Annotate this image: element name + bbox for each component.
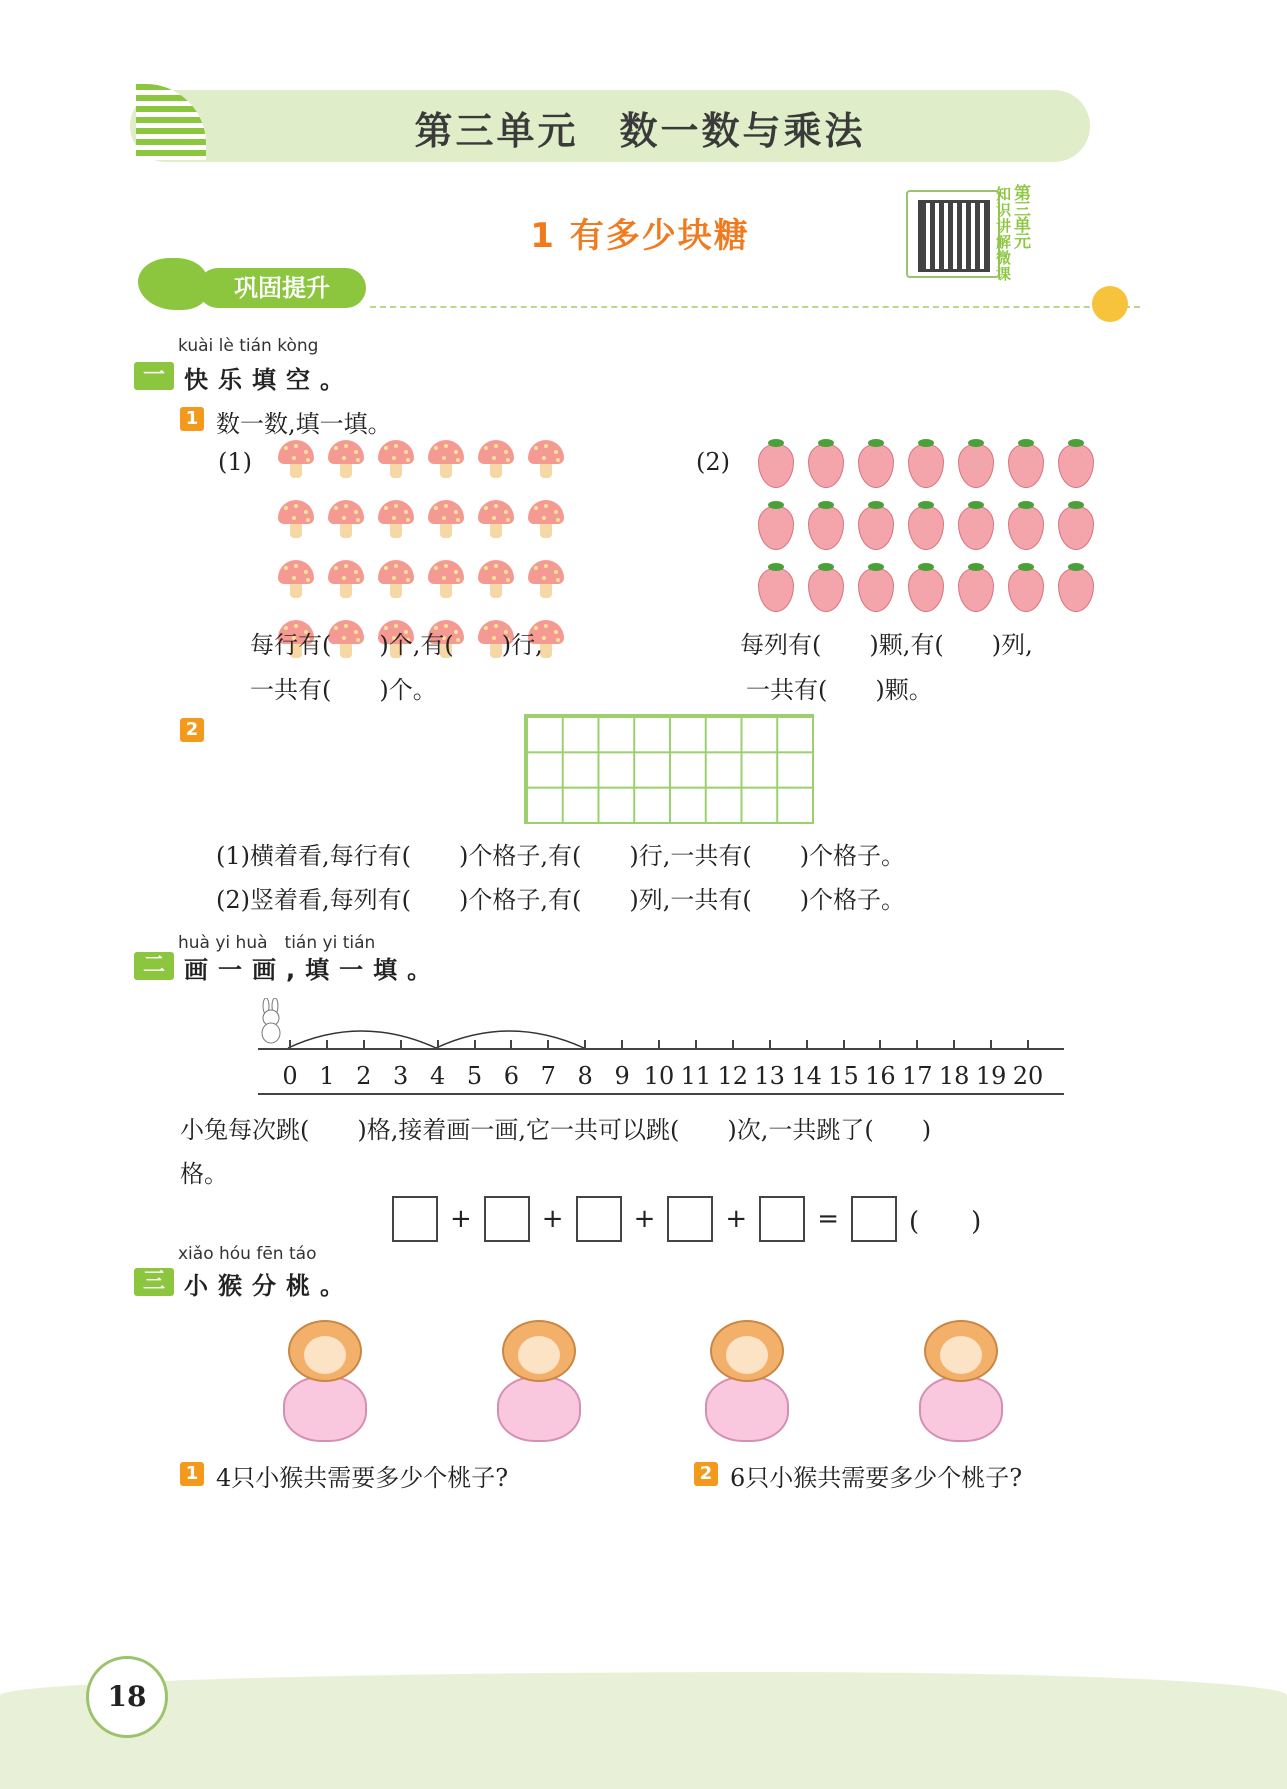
q2-badge: 2 — [180, 718, 204, 742]
number-line-label: 2 — [356, 1062, 372, 1090]
square-grid — [524, 714, 814, 824]
strawberry-icon — [908, 506, 944, 550]
strawberry-icon — [858, 506, 894, 550]
section3-title: 小猴分桃。 — [184, 1272, 354, 1300]
plus-sign: + — [450, 1204, 472, 1234]
number-line-label: 20 — [1012, 1062, 1044, 1090]
mushroom-icon — [528, 500, 564, 538]
unit-paren[interactable]: ( ) — [908, 1206, 982, 1237]
mushroom-icon — [278, 500, 314, 538]
q1-part2-label: (2) — [696, 448, 730, 476]
strawberry-icon — [958, 506, 994, 550]
qr-code-icon[interactable] — [918, 200, 990, 272]
q1-part1-label: (1) — [218, 448, 252, 476]
number-line-tick — [547, 1040, 549, 1048]
section2-pinyin: huà yi huà tián yi tián — [178, 933, 376, 953]
strawberry-icon — [1058, 568, 1094, 612]
plus-sign: + — [633, 1204, 656, 1234]
answer-box[interactable] — [484, 1196, 530, 1242]
number-line-tick — [658, 1040, 660, 1048]
number-line-label: 12 — [717, 1062, 749, 1090]
section1-title: 快乐填空。 — [184, 366, 354, 394]
mushroom-icon — [528, 560, 564, 598]
number-line-label: 8 — [577, 1062, 593, 1090]
page-number: 18 — [86, 1656, 168, 1738]
number-line-tick — [806, 1040, 808, 1048]
strawberry-icon — [1008, 444, 1044, 488]
mushroom-icon — [328, 440, 364, 478]
section2-title: 画一画,填一填。 — [184, 956, 442, 984]
number-line-tick — [879, 1040, 881, 1048]
number-line-label: 16 — [865, 1062, 896, 1090]
number-line-label: 10 — [643, 1062, 675, 1090]
q1-part1-line2[interactable]: 一共有( )个。 — [250, 676, 437, 704]
number-line-label: 1 — [319, 1062, 335, 1090]
strawberry-icon — [758, 568, 794, 612]
strawberry-icon — [958, 568, 994, 612]
section2-mark: 二 — [134, 952, 174, 980]
monkey-icon — [906, 1320, 1016, 1450]
number-line-label: 18 — [938, 1062, 970, 1090]
number-line-label: 7 — [540, 1062, 556, 1090]
answer-box[interactable] — [851, 1196, 897, 1242]
strawberry-icon — [758, 444, 794, 488]
number-line-tick — [326, 1040, 328, 1048]
footer-wave — [0, 1672, 1287, 1789]
number-line-tick — [990, 1040, 992, 1048]
number-line-label: 14 — [791, 1062, 822, 1090]
mushroom-icon — [378, 500, 414, 538]
number-line-label: 15 — [828, 1062, 859, 1090]
mushroom-icon — [328, 500, 364, 538]
number-line-tick — [732, 1040, 734, 1048]
plus-sign: + — [541, 1204, 564, 1234]
sun-icon — [1092, 286, 1128, 322]
mushroom-icon — [428, 560, 464, 598]
number-line-label: 19 — [975, 1062, 1007, 1090]
strawberry-icon — [1058, 506, 1094, 550]
equals-sign: = — [817, 1204, 839, 1234]
answer-box[interactable] — [759, 1196, 805, 1242]
section2-sentence-line1[interactable]: 小兔每次跳( )格,接着画一画,它一共可以跳( )次,一共跳了( ) — [180, 1116, 932, 1144]
monkey-icon — [484, 1320, 594, 1450]
qr-caption-col1: 知识讲解微课 — [996, 185, 1012, 283]
number-line-tick — [621, 1040, 623, 1048]
section3-mark: 三 — [134, 1268, 174, 1296]
number-line-label: 3 — [393, 1062, 409, 1090]
number-line-tick — [363, 1040, 365, 1048]
strawberry-icon — [958, 444, 994, 488]
mushroom-icon — [528, 440, 564, 478]
strawberry-icon — [808, 506, 844, 550]
strawberry-grid — [758, 444, 1092, 612]
s3-q1-badge: 1 — [180, 1462, 204, 1486]
qr-caption — [996, 186, 1036, 282]
q2-line1[interactable]: (1)横着看,每行有( )个格子,有( )行,一共有( )个格子。 — [216, 842, 906, 870]
mushroom-icon — [428, 440, 464, 478]
number-line-tick — [695, 1040, 697, 1048]
strawberry-icon — [1008, 506, 1044, 550]
mushroom-icon — [328, 560, 364, 598]
monkey-icon — [270, 1320, 380, 1450]
mushroom-icon — [428, 500, 464, 538]
mushroom-icon — [378, 440, 414, 478]
strawberry-icon — [808, 568, 844, 612]
number-line-label: 13 — [754, 1062, 785, 1090]
number-line-label: 11 — [680, 1062, 712, 1090]
strawberry-icon — [1058, 444, 1094, 488]
number-line-label: 0 — [282, 1062, 298, 1090]
number-line-tick — [289, 1040, 291, 1048]
dashed-divider — [370, 306, 1140, 308]
plus-sign: + — [725, 1204, 748, 1234]
mushroom-icon — [278, 560, 314, 598]
mushroom-icon — [278, 440, 314, 478]
number-line-label: 6 — [503, 1062, 520, 1090]
strawberry-icon — [858, 444, 894, 488]
number-line-tick — [1027, 1040, 1029, 1048]
strawberry-icon — [908, 568, 944, 612]
section-bar-label: 巩固提升 — [198, 268, 366, 308]
number-line-tick — [953, 1040, 955, 1048]
number-line-label: 4 — [429, 1062, 446, 1090]
number-line-label: 5 — [466, 1062, 483, 1090]
number-line-tick — [769, 1040, 771, 1048]
number-line — [258, 1048, 1064, 1050]
s3-q1-text: 4只小猴共需要多少个桃子? — [216, 1464, 509, 1492]
number-line-tick — [843, 1040, 845, 1048]
mushroom-icon — [378, 560, 414, 598]
number-line-label: 17 — [902, 1062, 933, 1090]
q2-line2[interactable]: (2)竖着看,每列有( )个格子,有( )列,一共有( )个格子。 — [216, 886, 906, 914]
strawberry-icon — [908, 444, 944, 488]
lesson-title: 1 有多少块糖 — [530, 216, 750, 256]
answer-box[interactable] — [576, 1196, 622, 1242]
strawberry-icon — [758, 506, 794, 550]
number-line-tick — [474, 1040, 476, 1048]
strawberry-icon — [808, 444, 844, 488]
q1-badge: 1 — [180, 407, 204, 431]
number-line-base — [258, 1093, 1064, 1095]
q1-part1-line1[interactable]: 每行有( )个,有( )行, — [250, 631, 543, 659]
mushroom-icon — [478, 440, 514, 478]
section2-sentence-line2: 格。 — [180, 1160, 228, 1188]
section3-pinyin: xiǎo hóu fēn táo — [178, 1244, 317, 1264]
number-line-tick — [584, 1040, 586, 1048]
mushroom-icon — [478, 560, 514, 598]
unit-title: 第三单元 数一数与乘法 — [414, 109, 866, 153]
number-line-tick — [400, 1040, 402, 1048]
section1-pinyin: kuài lè tián kòng — [178, 336, 319, 356]
number-line-tick — [510, 1040, 512, 1048]
number-line-tick — [916, 1040, 918, 1048]
strawberry-icon — [858, 568, 894, 612]
answer-box[interactable] — [392, 1196, 438, 1242]
qr-caption-col2: 第三单元 — [1014, 184, 1031, 252]
section1-mark: 一 — [134, 362, 174, 390]
s3-q2-badge: 2 — [694, 1462, 718, 1486]
equation-row — [392, 1196, 981, 1242]
monkey-icon — [692, 1320, 802, 1450]
q1-part2-line1[interactable]: 每列有( )颗,有( )列, — [740, 631, 1033, 659]
answer-box[interactable] — [667, 1196, 713, 1242]
s3-q2-text: 6只小猴共需要多少个桃子? — [730, 1464, 1023, 1492]
number-line-label: 9 — [614, 1062, 630, 1090]
mushroom-icon — [478, 500, 514, 538]
strawberry-icon — [1008, 568, 1044, 612]
q1-part2-line2[interactable]: 一共有( )颗。 — [746, 676, 933, 704]
number-line-tick — [437, 1040, 439, 1048]
q1-prompt: 数一数,填一填。 — [216, 410, 392, 438]
